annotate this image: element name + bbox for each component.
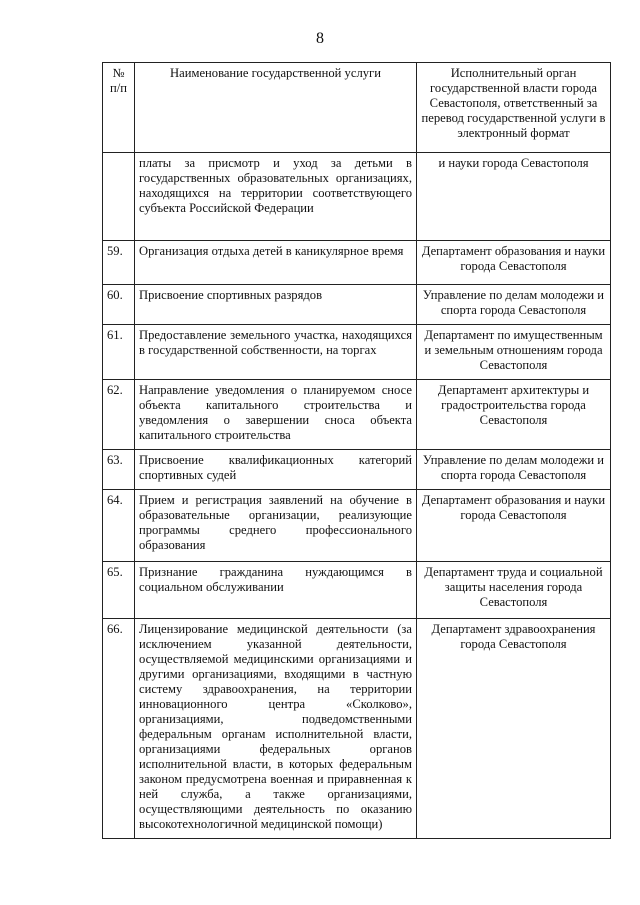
row-responsible-org: Управление по делам молодежи и спорта города Севастополя <box>417 450 611 490</box>
row-number: 60. <box>103 285 135 325</box>
header-responsible-org: Исполнительный орган государственной власти города Севастополя, ответственный за перевод государственной услуги в электронный формат <box>417 63 611 153</box>
header-number: № п/п <box>103 63 135 153</box>
row-responsible-org: Департамент архитектуры и градостроительства города Севастополя <box>417 380 611 450</box>
table-row <box>103 619 611 839</box>
table-row <box>103 241 611 285</box>
page-number: 8 <box>316 30 324 47</box>
row-number: 59. <box>103 241 135 285</box>
row-service-name: платы за присмотр и уход за детьми в государственных образовательных организациях, находящихся на территории соответствующего субъекта Российской Федерации <box>135 153 417 241</box>
table-row <box>103 562 611 619</box>
table-row <box>103 380 611 450</box>
row-number: 63. <box>103 450 135 490</box>
row-number: 61. <box>103 325 135 380</box>
row-responsible-org: Департамент образования и науки города Севастополя <box>417 490 611 562</box>
row-number: 64. <box>103 490 135 562</box>
row-number: 62. <box>103 380 135 450</box>
row-service-name: Присвоение квалификационных категорий спортивных судей <box>135 450 417 490</box>
row-number <box>103 153 135 241</box>
services-table <box>102 62 611 839</box>
row-responsible-org: и науки города Севастополя <box>417 153 611 241</box>
row-service-name: Прием и регистрация заявлений на обучение в образовательные организации, реализующие программы среднего профессионального образования <box>135 490 417 562</box>
row-service-name: Присвоение спортивных разрядов <box>135 285 417 325</box>
table-row <box>103 450 611 490</box>
row-service-name: Предоставление земельного участка, находящихся в государственной собственности, на торгах <box>135 325 417 380</box>
row-service-name: Признание гражданина нуждающимся в социальном обслуживании <box>135 562 417 619</box>
table-row <box>103 153 611 241</box>
row-service-name: Направление уведомления о планируемом сносе объекта капитального строительства и уведомления о завершении сноса объекта капитального строительства <box>135 380 417 450</box>
table-row <box>103 490 611 562</box>
row-responsible-org: Управление по делам молодежи и спорта города Севастополя <box>417 285 611 325</box>
row-responsible-org: Департамент образования и науки города Севастополя <box>417 241 611 285</box>
row-number: 65. <box>103 562 135 619</box>
table-row <box>103 285 611 325</box>
row-number: 66. <box>103 619 135 839</box>
row-responsible-org: Департамент по имущественным и земельным отношениям города Севастополя <box>417 325 611 380</box>
row-responsible-org: Департамент здравоохранения города Севастополя <box>417 619 611 839</box>
row-service-name: Лицензирование медицинской деятельности (за исключением указанной деятельности, осуществляемой медицинскими организациями и другими организациями, входящими в частную систему здравоохранения, на территории инновационного центра «Сколково», организациями, подведомственными федеральным органам исполнительной власти, организациями федеральных органов исполнительной власти, в которых федеральным законом предусмотрена военная и приравненная к ней служба, а также организациями, осуществляющими деятельность по оказанию высокотехнологичной медицинской помощи) <box>135 619 417 839</box>
table-header-row <box>103 63 611 153</box>
row-service-name: Организация отдыха детей в каникулярное время <box>135 241 417 285</box>
header-service-name: Наименование государственной услуги <box>135 63 417 153</box>
row-responsible-org: Департамент труда и социальной защиты населения города Севастополя <box>417 562 611 619</box>
table-row <box>103 325 611 380</box>
